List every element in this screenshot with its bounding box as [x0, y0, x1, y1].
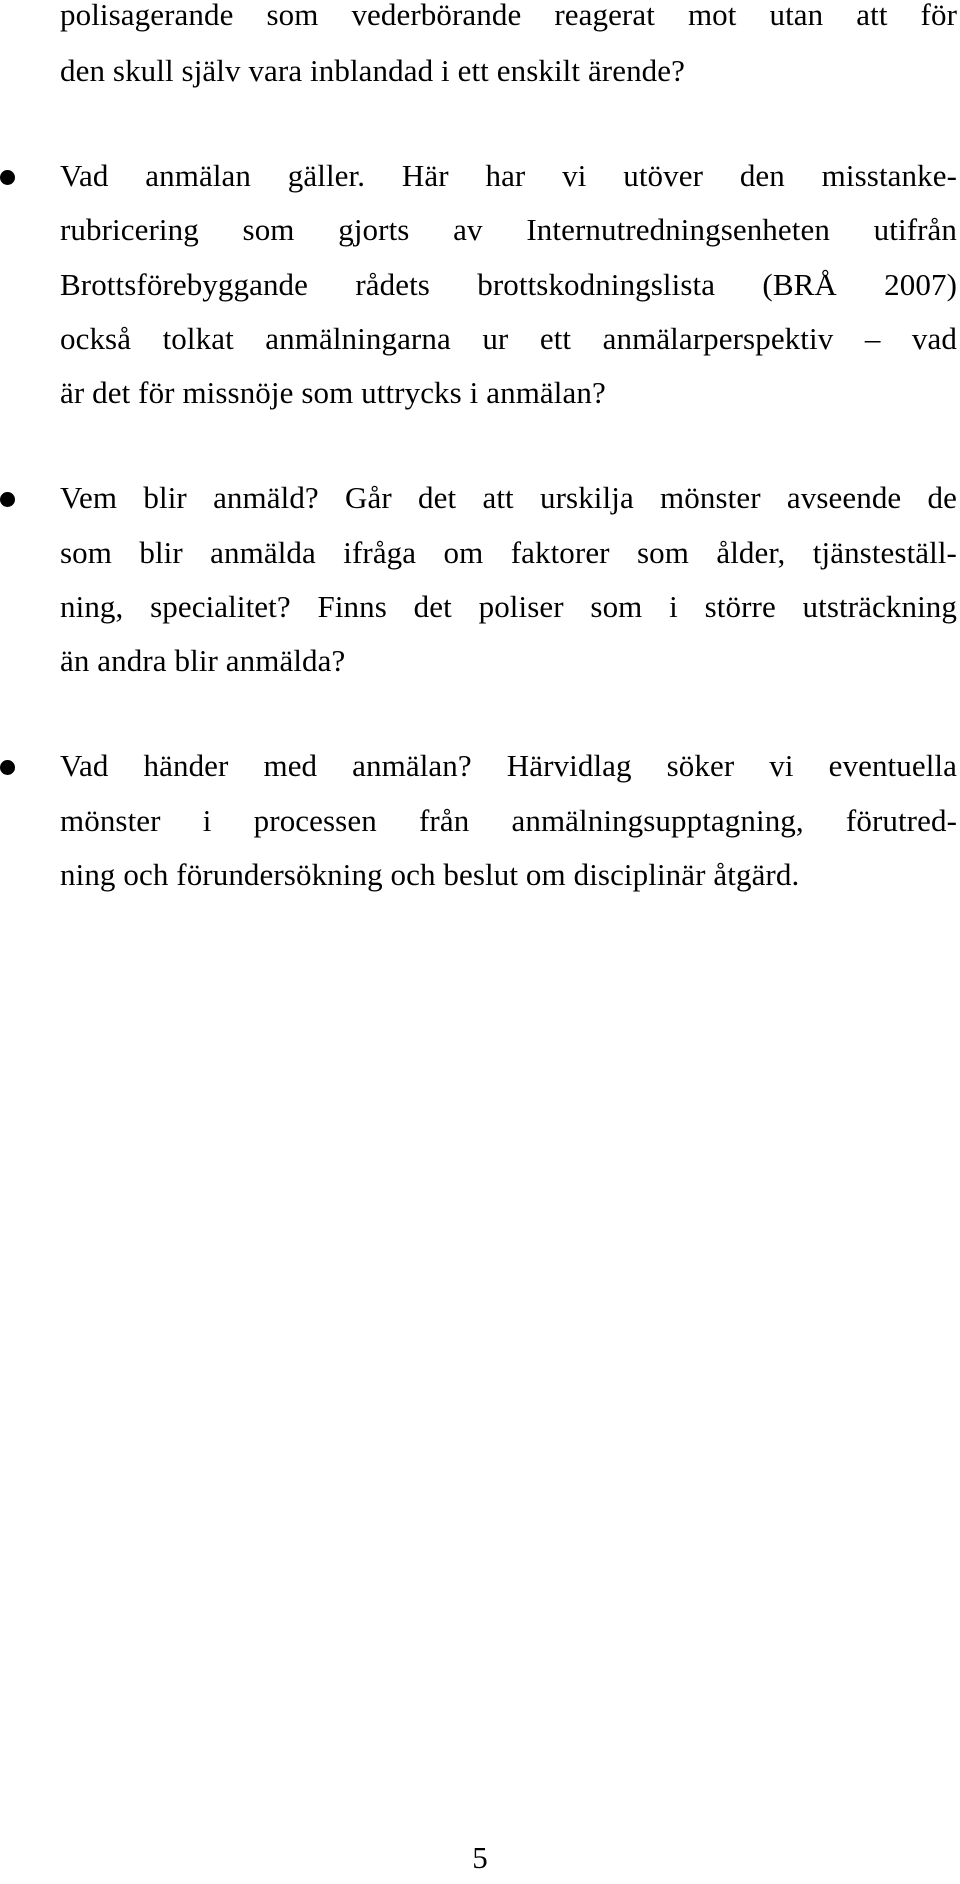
- bullet-icon: [0, 760, 15, 775]
- bullet-1-line-3: Brottsförebyggande rådets brottskodningslista (BRÅ 2007): [60, 267, 957, 302]
- bullet-3-line-3: ning och förundersökning och beslut om disciplinär åtgärd.: [60, 857, 800, 892]
- bullet-2-line-4: än andra blir anmälda?: [60, 643, 346, 678]
- bullet-2-line-1: Vem blir anmäld? Går det att urskilja mönster avseende de: [60, 480, 957, 515]
- bullet-1-line-2: rubricering som gjorts av Internutredningsenheten utifrån: [60, 212, 957, 247]
- intro-line-1: polisagerande som vederbörande reagerat mot utan att för: [60, 0, 957, 32]
- bullet-icon: [0, 492, 15, 507]
- bullet-1-line-5: är det för missnöje som uttrycks i anmälan?: [60, 375, 606, 410]
- bullet-1-line-4: också tolkat anmälningarna ur ett anmälarperspektiv – vad: [60, 321, 957, 356]
- bullet-2-line-3: ning, specialitet? Finns det poliser som i större utsträckning: [60, 589, 957, 624]
- bullet-1-line-1: Vad anmälan gäller. Här har vi utöver den misstanke-: [60, 158, 957, 193]
- bullet-icon: [0, 170, 15, 185]
- page-number: 5: [472, 1840, 488, 1875]
- intro-line-2: den skull själv vara inblandad i ett enskilt ärende?: [60, 53, 686, 88]
- bullet-3-line-1: Vad händer med anmälan? Härvidlag söker vi eventuella: [60, 748, 957, 783]
- bullet-3-line-2: mönster i processen från anmälningsupptagning, förutred-: [60, 803, 957, 838]
- bullet-2-line-2: som blir anmälda ifråga om faktorer som ålder, tjänsteställ-: [60, 535, 957, 570]
